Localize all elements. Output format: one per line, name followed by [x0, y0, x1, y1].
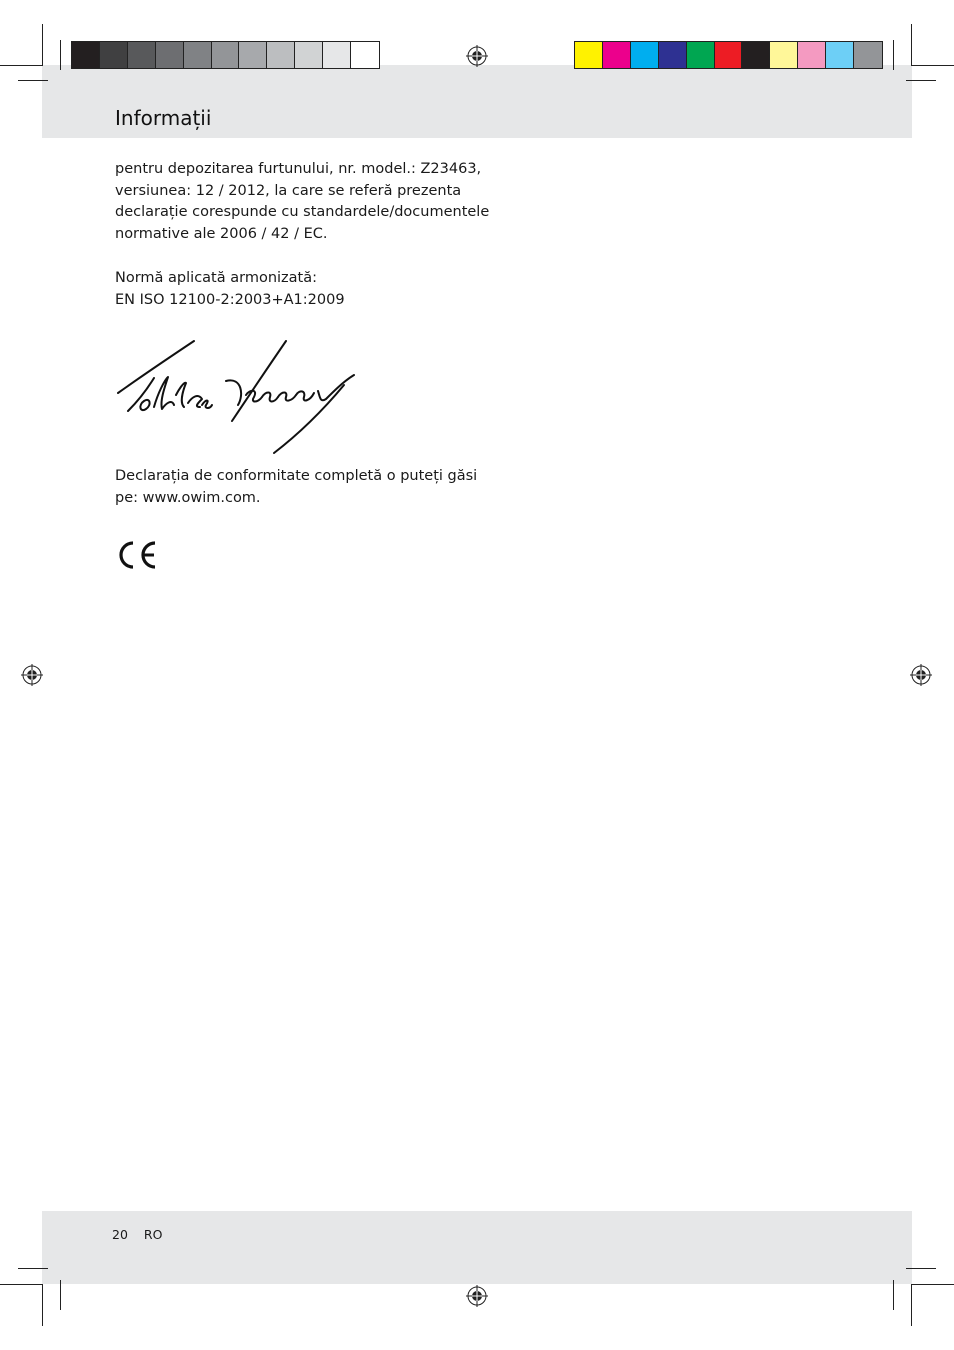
color-swatch [659, 42, 687, 68]
registration-mark-icon [466, 1285, 488, 1307]
gray-color-bar [71, 41, 380, 69]
color-swatch [212, 42, 240, 68]
text-line: pe: www.owim.com. [115, 489, 261, 506]
page-footer [112, 1227, 174, 1242]
text-line: declarație corespunde cu standardele/documentele [115, 204, 490, 221]
color-swatch [603, 42, 631, 68]
text-line: pentru depozitarea furtunului, nr. model.: Z23463, [115, 161, 482, 177]
color-swatch [295, 42, 323, 68]
process-color-bar [574, 41, 883, 69]
footer-band [42, 1211, 912, 1284]
color-swatch [239, 42, 267, 68]
color-swatch [72, 42, 100, 68]
text-line: normative ale 2006 / 42 / EC. [115, 226, 328, 243]
color-swatch [128, 42, 156, 68]
color-swatch [100, 42, 128, 68]
text-line: EN ISO 12100-2:2003+A1:2009 [115, 291, 345, 308]
color-swatch [323, 42, 351, 68]
color-swatch [854, 42, 882, 68]
color-swatch [267, 42, 295, 68]
color-swatch [351, 42, 379, 68]
language-code: RO [143, 1227, 163, 1242]
color-swatch [631, 42, 659, 68]
registration-mark-icon [466, 45, 488, 67]
ce-mark-icon [115, 540, 157, 570]
text-line: Declarația de conformitate completă o puteți găsi [115, 468, 478, 484]
registration-mark-icon [21, 664, 43, 686]
page-number: 20 [112, 1227, 128, 1242]
color-swatch [575, 42, 603, 68]
color-swatch [156, 42, 184, 68]
conformity-paragraph [115, 466, 478, 509]
declaration-paragraph [115, 159, 490, 246]
signature-image [114, 333, 364, 458]
color-swatch [687, 42, 715, 68]
color-swatch [184, 42, 212, 68]
text-line: versiunea: 12 / 2012, la care se referă prezenta [115, 182, 462, 199]
color-swatch [742, 42, 770, 68]
text-line: Normă aplicată armonizată: [115, 270, 317, 286]
standard-paragraph [115, 268, 475, 311]
page-title: Informații [115, 106, 212, 130]
color-swatch [826, 42, 854, 68]
color-swatch [798, 42, 826, 68]
color-swatch [770, 42, 798, 68]
registration-mark-icon [910, 664, 932, 686]
color-swatch [715, 42, 743, 68]
